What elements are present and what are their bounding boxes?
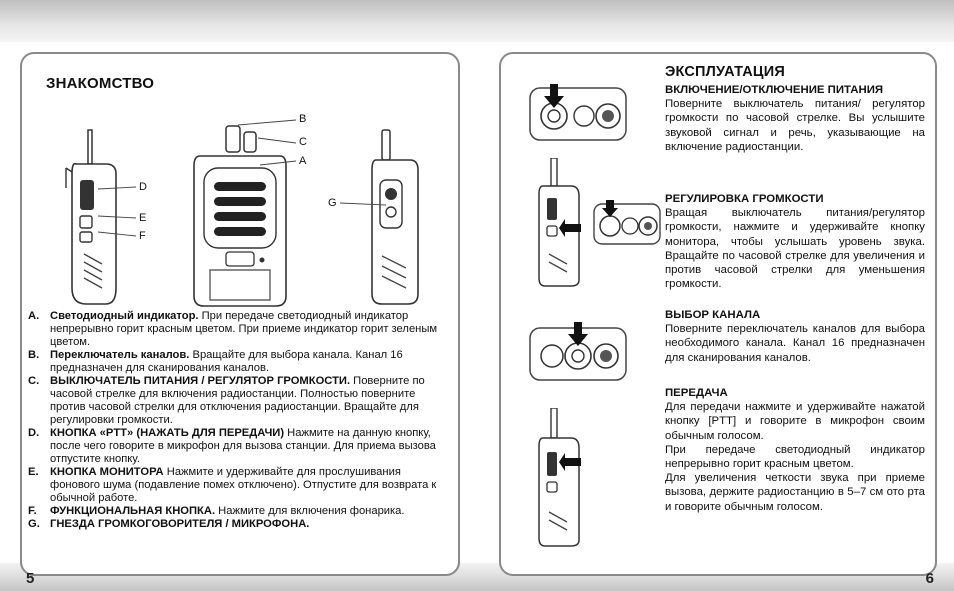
- feature-head: ГНЕЗДА ГРОМКОГОВОРИТЕЛЯ / МИКРОФОНА.: [50, 518, 310, 530]
- feature-item: [28, 427, 448, 466]
- section-text: Поверните выключатель питания/ регулятор громкости по часовой стрелке. Вы услышите звуковой сигнал и речь, указывающие на включение радиостанции.: [665, 98, 925, 153]
- feature-head: ФУНКЦИОНАЛЬНАЯ КНОПКА.: [50, 505, 216, 517]
- feature-item: [28, 310, 448, 349]
- feature-letter: G.: [28, 518, 40, 530]
- section-text: Поверните переключатель каналов для выбора необходимого канала. Канал 16 предназначен для сканирования каналов.: [665, 323, 925, 364]
- callout-lines: [0, 0, 477, 300]
- callout-letter-e: E: [139, 212, 147, 224]
- section-heading: ПЕРЕДАЧА: [665, 387, 728, 399]
- section-heading: РЕГУЛИРОВКА ГРОМКОСТИ: [665, 193, 824, 205]
- top-band: [477, 0, 954, 42]
- feature-text: Нажмите и удерживайте для прослушивания фонового шума (подавление помех отключено). Отпустите для возврата к обычной работе.: [50, 466, 437, 504]
- feature-head: КНОПКА «PTT» (НАЖАТЬ ДЛЯ ПЕРЕДАЧИ): [50, 427, 285, 439]
- callout-letter-g: G: [328, 197, 337, 209]
- right-page-title: ЭКСПЛУАТАЦИЯ: [665, 64, 785, 80]
- feature-item: [28, 505, 448, 518]
- feature-text: Нажмите на данную кнопку, после чего говорите в микрофон для вызова станции. Для приема вызова отпустите кнопку.: [50, 427, 436, 465]
- feature-item: [28, 466, 448, 505]
- feature-head: Переключатель каналов.: [50, 349, 190, 361]
- radio-volume-illustration: [535, 158, 583, 288]
- feature-letter: D.: [28, 427, 40, 439]
- callout-letter-d: D: [139, 181, 147, 193]
- callout-letter-c: C: [299, 136, 307, 148]
- feature-text: Нажмите для включения фонарика.: [215, 505, 405, 517]
- section-channel: [665, 308, 925, 365]
- feature-letter: E.: [28, 466, 39, 478]
- section-paragraph: Для увеличения четкости звука при приеме вызова, держите радиостанцию в 5–7 см ото рта и говорите обычным голосом.: [665, 472, 925, 513]
- section-paragraph: Для передачи нажмите и удерживайте нажатой кнопку [PTT] и говорите в микрофон своим обычным голосом.: [665, 401, 925, 442]
- feature-item: [28, 375, 448, 427]
- callout-letter-a: A: [299, 155, 307, 167]
- section-heading: ВКЛЮЧЕНИЕ/ОТКЛЮЧЕНИЕ ПИТАНИЯ: [665, 84, 884, 96]
- section-text: Вращая выключатель питания/регулятор громкости, нажмите и удерживайте кнопку монитора, чтобы услышать уровень звука. Вращайте по часовой стрелке для увеличения и против часовой стрелки для уменьшения громкости.: [665, 207, 925, 291]
- section-paragraph: При передаче светодиодный индикатор непрерывно горит красным цветом.: [665, 443, 925, 471]
- left-page-title: ЗНАКОМСТВО: [46, 75, 155, 92]
- page-number-right: 6: [925, 570, 934, 587]
- feature-letter: F.: [28, 505, 37, 517]
- callout-letter-b: B: [299, 113, 307, 125]
- feature-head: Светодиодный индикатор.: [50, 310, 199, 322]
- feature-letter: C.: [28, 375, 40, 387]
- feature-item: [28, 518, 448, 531]
- section-heading: ВЫБОР КАНАЛА: [665, 309, 761, 321]
- feature-text: При передаче светодиодный индикатор непрерывно горит красным цветом. При приеме индикатор горит зеленым цветом.: [50, 310, 438, 348]
- knob-power-illustration: [528, 82, 628, 144]
- feature-list: [28, 310, 448, 531]
- feature-text: Вращайте для выбора канала. Канал 16 предназначен для сканирования каналов.: [50, 349, 403, 374]
- page-number-left: 5: [26, 570, 35, 587]
- section-power: [665, 83, 925, 154]
- knob-channel-illustration: [528, 322, 628, 384]
- feature-head: КНОПКА МОНИТОРА: [50, 466, 164, 478]
- radio-transmit-illustration: [535, 408, 583, 548]
- feature-item: [28, 349, 448, 375]
- feature-letter: B.: [28, 349, 40, 361]
- section-volume: [665, 192, 925, 291]
- feature-head: ВЫКЛЮЧАТЕЛЬ ПИТАНИЯ / РЕГУЛЯТОР ГРОМКОСТИ.: [50, 375, 351, 387]
- section-transmit: [665, 386, 925, 514]
- feature-text: Поверните по часовой стрелке для включения радиостанции. Полностью поверните против часовой стрелки для отключения радиостанции. Вращайте для регулировки громкости.: [50, 375, 425, 426]
- knob-volume-illustration: [592, 200, 662, 246]
- feature-letter: A.: [28, 310, 40, 322]
- callout-letter-f: F: [139, 230, 146, 242]
